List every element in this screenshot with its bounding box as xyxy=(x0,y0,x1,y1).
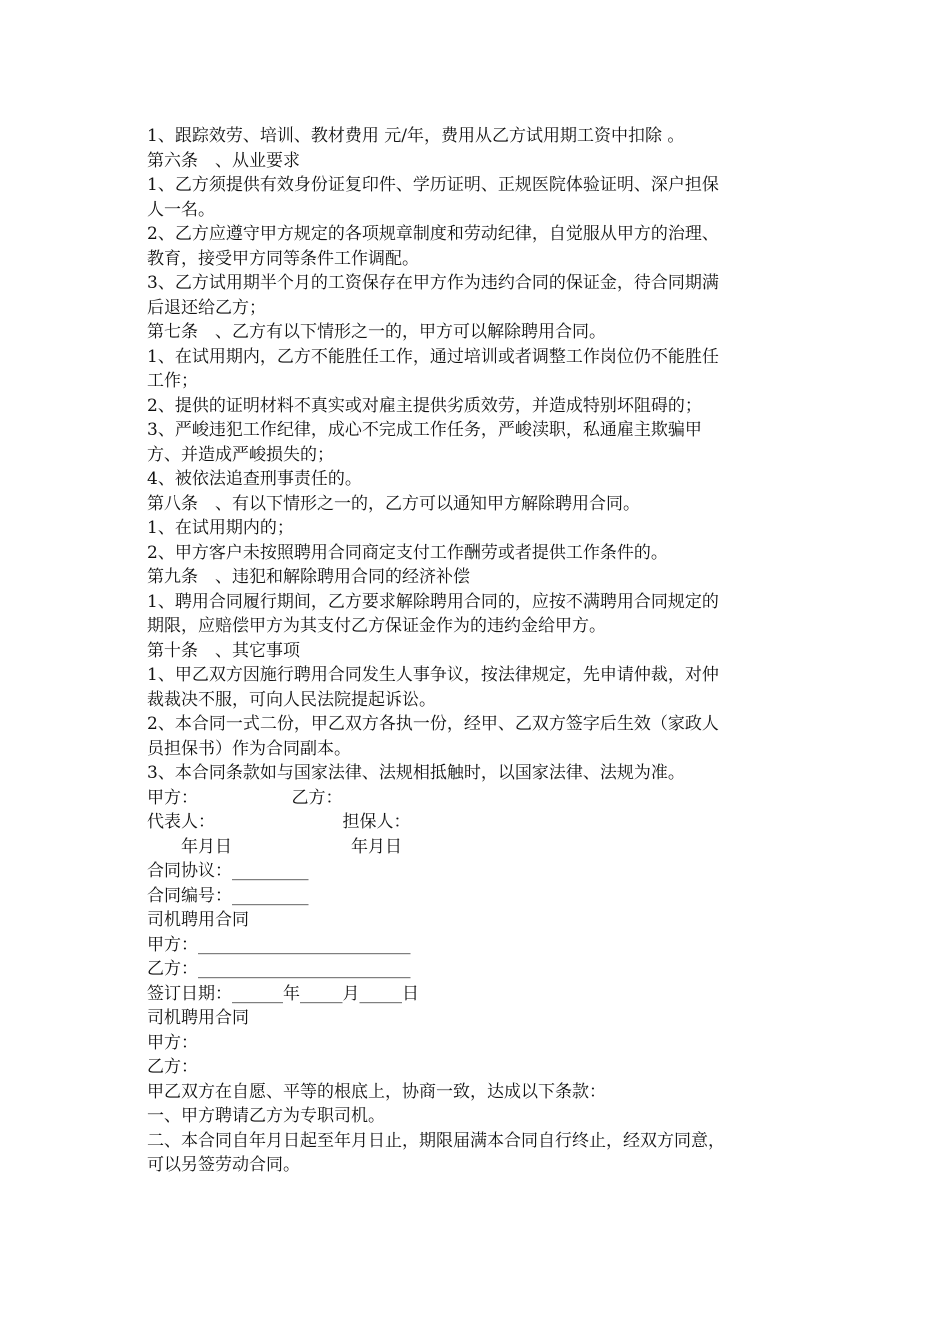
text-line: 3、本合同条款如与国家法律、法规相抵触时，以国家法律、法规为准。 xyxy=(147,763,685,783)
section-heading: 第七条 、乙方有以下情形之一的，甲方可以解除聘用合同。 xyxy=(147,322,606,342)
document-body xyxy=(147,124,792,1178)
text-line: 2、提供的证明材料不真实或对雇主提供劣质效劳，并造成特别坏阻碍的； xyxy=(147,395,702,416)
text-line: 2、甲方客户未按照聘用合同商定支付工作酬劳或者提供工作条件的。 xyxy=(147,542,668,563)
text-line: 工作； xyxy=(147,371,198,391)
party-b-field: 乙方：_________________________ xyxy=(147,959,411,979)
signature-representative-line: 代表人： 担保人： xyxy=(147,812,411,832)
contract-title: 司机聘用合同 xyxy=(147,1008,249,1028)
section-heading: 第十条 、其它事项 xyxy=(147,640,300,661)
text-line: 1、甲乙双方因施行聘用合同发生人事争议，按法律规定，先申请仲裁，对仲 xyxy=(147,665,719,685)
text-line: 1、聘用合同履行期间，乙方要求解除聘用合同的，应按不满聘用合同规定的 xyxy=(147,591,719,612)
party-a-label: 甲方： xyxy=(147,1032,198,1053)
signing-date-field: 签订日期：______年_____月_____日 xyxy=(147,983,419,1004)
signature-date-line: 年月日 年月日 xyxy=(147,836,402,857)
text-line: 2、乙方应遵守甲方规定的各项规章制度和劳动纪律，自觉服从甲方的治理、 xyxy=(147,224,719,244)
contract-agreement-field: 合同协议：_________ xyxy=(147,861,309,881)
text-line: 1、在试用期内，乙方不能胜任工作，通过培训或者调整工作岗位仍不能胜任 xyxy=(147,346,719,367)
section-heading: 第九条 、违犯和解除聘用合同的经济补偿 xyxy=(147,567,470,587)
party-b-label: 乙方： xyxy=(147,1057,198,1077)
text-line: 方、并造成严峻损失的； xyxy=(147,444,334,465)
text-line: 1、乙方须提供有效身份证复印件、学历证明、正规医院体验证明、深户担保 xyxy=(147,175,719,195)
text-line: 1、在试用期内的； xyxy=(147,518,294,538)
section-heading: 第八条 、有以下情形之一的，乙方可以通知甲方解除聘用合同。 xyxy=(147,493,640,514)
text-line: 甲乙双方在自愿、平等的根底上，协商一致，达成以下条款： xyxy=(147,1081,606,1102)
text-line: 期限，应赔偿甲方为其支付乙方保证金作为的违约金给甲方。 xyxy=(147,616,606,636)
contract-title: 司机聘用合同 xyxy=(147,910,249,930)
text-line: 人一名。 xyxy=(147,199,215,220)
section-heading: 第六条 、从业要求 xyxy=(147,150,300,171)
text-line: 裁裁决不服，可向人民法院提起诉讼。 xyxy=(147,689,436,710)
text-line: 二、本合同自年月日起至年月日止，期限届满本合同自行终止，经双方同意， xyxy=(147,1130,725,1151)
text-line: 2、本合同一式二份，甲乙双方各执一份，经甲、乙双方签字后生效（家政人 xyxy=(147,714,719,734)
text-line: 可以另签劳动合同。 xyxy=(147,1155,300,1175)
signature-party-line: 甲方： 乙方： xyxy=(147,787,343,808)
text-line: 教育，接受甲方同等条件工作调配。 xyxy=(147,248,419,269)
text-line: 一、甲方聘请乙方为专职司机。 xyxy=(147,1106,385,1126)
party-a-field: 甲方：_________________________ xyxy=(147,934,411,955)
text-line: 3、乙方试用期半个月的工资保存在甲方作为违约合同的保证金，待合同期满 xyxy=(147,273,719,293)
text-line: 1、跟踪效劳、培训、教材费用 元/年，费用从乙方试用期工资中扣除 。 xyxy=(147,126,685,146)
text-line: 3、严峻违犯工作纪律，成心不完成工作任务，严峻渎职，私通雇主欺骗甲 xyxy=(147,420,702,440)
text-line: 4、被依法追查刑事责任的。 xyxy=(147,469,362,489)
text-line: 后退还给乙方； xyxy=(147,297,266,318)
text-line: 员担保书）作为合同副本。 xyxy=(147,738,351,759)
contract-number-field: 合同编号：_________ xyxy=(147,885,309,906)
